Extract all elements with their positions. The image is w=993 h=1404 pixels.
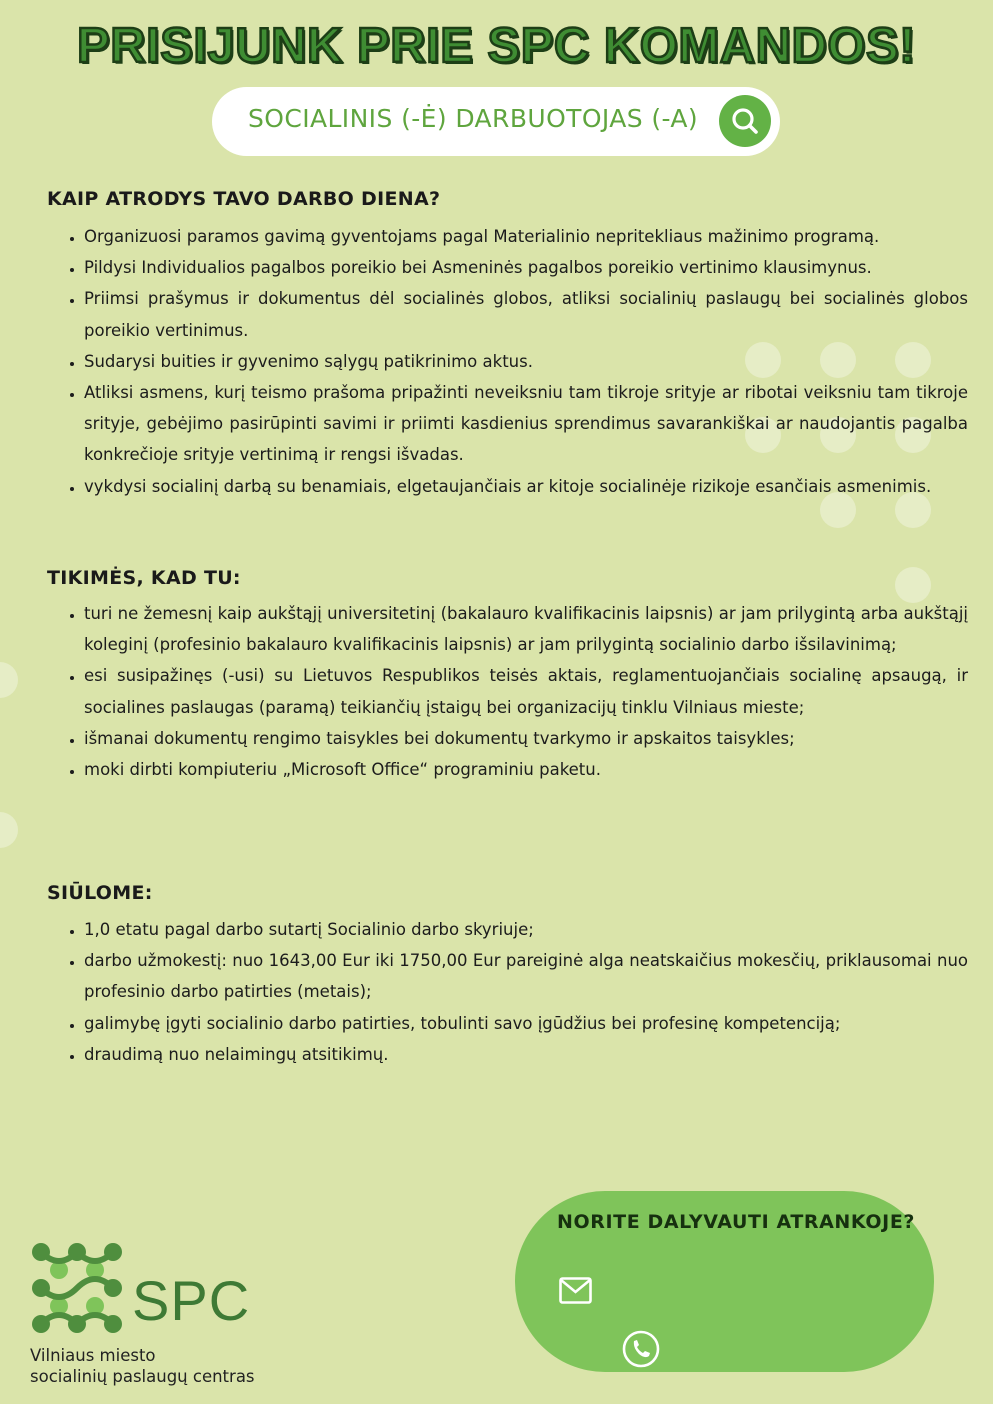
list-item: • Atliksi asmens, kurį teismo prašoma pripažinti neveiksniu tam tikroje srityje ar ribotai veiksniu tam tikroje srityje, gebėjimo pasirūpinti savimi ir priimti kasdienius sprendimus savarankiškai ar naudojantis pagalba konkrečioje srityje vertinimą ir rengsi išvadas.: [84, 377, 968, 471]
search-button[interactable]: [719, 95, 771, 147]
logo-subtitle-line1: Vilniaus miesto: [30, 1346, 156, 1365]
requirements-list: [62, 598, 968, 785]
list-item: • vykdysi socialinį darbą su benamiais, elgetaujančiais ar kitoje socialinėje rizikoje esančiais asmenimis.: [84, 471, 968, 502]
spc-logo-mark: [29, 1242, 125, 1334]
apply-box: [515, 1191, 934, 1372]
list-item: • išmanai dokumentų rengimo taisykles bei dokumentų tvarkymo ir apskaitos taisykles;: [84, 723, 968, 754]
list-item: • moki dirbti kompiuteriu „Microsoft Office“ programiniu paketu.: [84, 754, 968, 785]
list-item: • esi susipažinęs (-usi) su Lietuvos Respublikos teisės aktais, reglamentuojančiais socialinę apsaugą, ir socialines paslaugas (paramą) teikiančių įstaigų bei organizacijų tinklu Vilniaus mieste;: [84, 660, 968, 722]
phone-icon[interactable]: [621, 1329, 661, 1373]
decorative-dots-left: [0, 640, 60, 900]
search-icon: [730, 106, 760, 136]
list-item: • darbo užmokestį: nuo 1643,00 Eur iki 1750,00 Eur pareiginė alga neatskaičius mokesčių, priklausomai nuo profesinio darbo patirties (metais);: [84, 945, 968, 1007]
list-item: • 1,0 etatu pagal darbo sutartį Socialinio darbo skyriuje;: [84, 914, 968, 945]
list-item: • Sudarysi buities ir gyvenimo sąlygų patikrinimo aktus.: [84, 346, 968, 377]
apply-title: NORITE DALYVAUTI ATRANKOJE?: [557, 1211, 916, 1233]
position-banner: [212, 87, 780, 156]
list-item: • Pildysi Individualios pagalbos poreikio bei Asmeninės pagalbos poreikio vertinimo klausimynus.: [84, 252, 968, 283]
list-item: • turi ne žemesnį kaip aukštąjį universitetinį (bakalauro kvalifikacinis laipsnis) ar jam prilygintą arba aukštąjį koleginį (profesinio bakalauro kvalifikacinis laipsnis) ar jam prilygintą socialinio darbo išsilavinimą;: [84, 598, 968, 660]
spc-logo: [29, 1242, 255, 1386]
workday-list: [62, 221, 968, 502]
section-title-workday: KAIP ATRODYS TAVO DARBO DIENA?: [47, 188, 441, 210]
list-item: • galimybę įgyti socialinio darbo patirties, tobulinti savo įgūdžius bei profesinę kompetenciją;: [84, 1008, 968, 1039]
list-item: • Organizuosi paramos gavimą gyventojams pagal Materialinio nepritekliaus mažinimo programą.: [84, 221, 968, 252]
logo-wordmark: SPC: [132, 1269, 251, 1332]
section-title-offer: SIŪLOME:: [47, 882, 153, 904]
position-title: SOCIALINIS (-Ė) DARBUOTOJAS (-A): [248, 104, 699, 133]
mail-icon[interactable]: [559, 1277, 592, 1308]
list-item: • Priimsi prašymus ir dokumentus dėl socialinės globos, atliksi socialinių paslaugų bei socialinės globos poreikio vertinimus.: [84, 283, 968, 345]
offer-list: [62, 914, 968, 1070]
logo-subtitle-line2: socialinių paslaugų centras: [30, 1367, 255, 1386]
page-title: PRISIJUNK PRIE SPC KOMANDOS!: [77, 19, 916, 73]
list-item: • draudimą nuo nelaimingų atsitikimų.: [84, 1039, 968, 1070]
section-title-requirements: TIKIMĖS, KAD TU:: [47, 567, 241, 589]
